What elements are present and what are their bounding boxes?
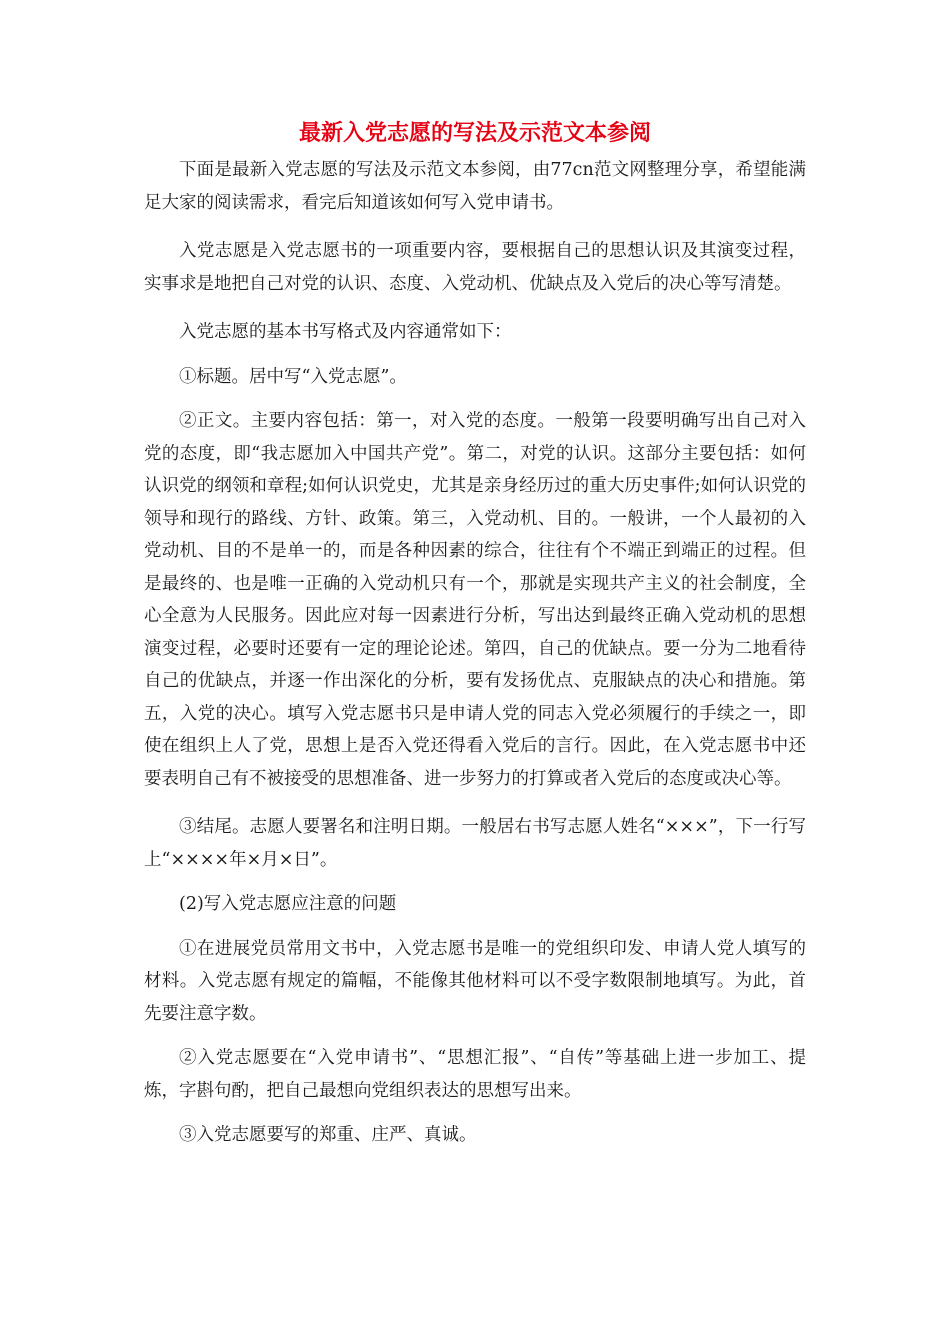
paragraph-note-1: ①在进展党员常用文书中，入党志愿书是唯一的党组织印发、申请人党人填写的材料。入党志愿有规定的篇幅，不能像其他材料可以不受字数限制地填写。为此，首先要注意字数。 <box>144 938 806 1024</box>
paragraph-note-2: ②入党志愿要在“入党申请书”、“思想汇报”、“自传”等基础上进一步加工、提炼，字斟句酌，把自己最想向党组织表达的思想写出来。 <box>144 1048 806 1101</box>
paragraph-definition: 入党志愿是入党志愿书的一项重要内容，要根据自己的思想认识及其演变过程，实事求是地把自己对党的认识、态度、入党动机、优缺点及入党后的决心等写清楚。 <box>144 241 806 294</box>
paragraph-item-ending: ③结尾。志愿人要署名和注明日期。一般居右书写志愿人姓名“×××”，下一行写上“××××年×月×日”。 <box>144 817 806 870</box>
paragraph-intro: 下面是最新入党志愿的写法及示范文本参阅，由77cn范文网整理分享，希望能满足大家的阅读需求，看完后知道该如何写入党申请书。 <box>144 160 806 213</box>
paragraph-note-3: ③入党志愿要写的郑重、庄严、真诚。 <box>179 1125 477 1145</box>
paragraph-item-title: ①标题。居中写“入党志愿”。 <box>179 366 407 387</box>
paragraph-notes-heading: (2)写入党志愿应注意的问题 <box>179 894 397 914</box>
paragraph-item-body: ②正文。主要内容包括：第一，对入党的态度。一般第一段要明确写出自己对入党的态度，即“我志愿加入中国共产党”。第二，对党的认识。这部分主要包括：如何认识党的纲领和章程;如何认识党史，尤其是亲身经历过的重大历史事件;如何认识党的领导和现行的路线、方针、政策。第三，入党动机、目的。一般讲，一个人最初的入党动机、目的不是单一的，而是各种因素的综合，往往有个不端正到端正的过程。但是最终的、也是唯一正确的入党动机只有一个，那就是实现共产主义的社会制度，全心全意为人民服务。因此应对每一因素进行分析，写出达到最终正确入党动机的思想演变过程，必要时还要有一定的理论论述。第四，自己的优缺点。要一分为二地看待自己的优缺点，并逐一作出深化的分析，要有发扬优点、克服缺点的决心和措施。第五，入党的决心。填写入党志愿书只是申请人党的同志入党必须履行的手续之一，即使在组织上人了党，思想上是否入党还得看入党后的言行。因此，在入党志愿书中还要表明自己有不被接受的思想准备、进一步努力的打算或者入党后的态度或决心等。 <box>144 411 806 789</box>
document-body <box>144 154 806 1152</box>
paragraph-format-heading: 入党志愿的基本书写格式及内容通常如下： <box>179 322 512 342</box>
document-title: 最新入党志愿的写法及示范文本参阅 <box>298 121 651 146</box>
